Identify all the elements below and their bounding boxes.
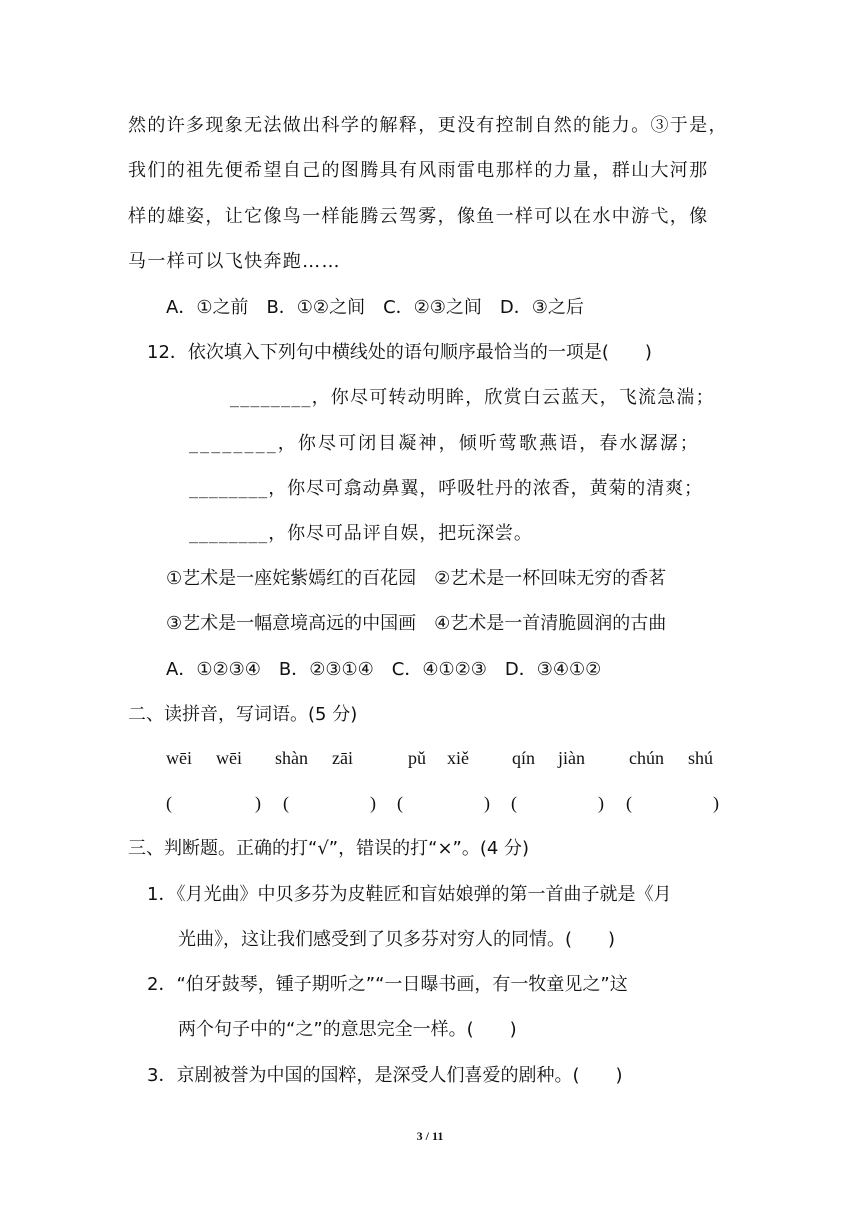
answer-blank-open[interactable]: (: [626, 793, 632, 813]
pinyin-syllable: xiě: [447, 748, 469, 768]
q12-choices-row-2: ③艺术是一幅意境高远的中国画 ④艺术是一首清脆圆润的古曲: [166, 613, 667, 634]
answer-blank-close[interactable]: ): [598, 793, 604, 813]
pinyin-syllable: shàn: [275, 748, 308, 768]
passage-line-4: 马一样可以飞快奔跑……: [128, 251, 341, 272]
section-3-title: 三、判断题。正确的打“√”，错误的打“×”。(4 分): [128, 838, 530, 859]
judge-question-1-line-2: 光曲》，这让我们感受到了贝多芬对穷人的同情。( ): [178, 929, 616, 950]
pinyin-syllable: wēi: [166, 748, 192, 768]
section-2-title: 二、读拼音，写词语。(5 分): [128, 704, 358, 725]
passage-line-1: 然的许多现象无法做出科学的解释，更没有控制自然的能力。③于是，: [128, 115, 728, 136]
q12-options: A．①②③④ B．②③①④ C．④①②③ D．③④①②: [166, 659, 602, 680]
answer-blank-close[interactable]: ): [713, 793, 719, 813]
pinyin-syllable: pǔ: [408, 748, 426, 768]
q12-sentence-4: ________，你尽可品评自娱，把玩深尝。: [189, 523, 533, 544]
answer-blank-close[interactable]: ): [484, 793, 490, 813]
answer-blanks-row: [166, 791, 726, 815]
q12-stem: 12．依次填入下列句中横线处的语句顺序最恰当的一项是( ): [147, 342, 652, 363]
q11-options: A．①之前 B．①②之间 C．②③之间 D．③之后: [166, 297, 584, 318]
judge-question-3: 3．京剧被誉为中国的国粹，是深受人们喜爱的剧种。( ): [147, 1065, 623, 1086]
page-number: 3 / 11: [416, 1129, 444, 1143]
pinyin-syllable: shú: [688, 748, 714, 768]
judge-question-2-line-2: 两个句子中的“之”的意思完全一样。( ): [178, 1019, 517, 1040]
judge-question-2-line-1: 2．“伯牙鼓琴，锺子期听之”“一日曝书画，有一牧童见之”这: [147, 974, 628, 995]
pinyin-syllable: zāi: [332, 748, 353, 768]
answer-blank-close[interactable]: ): [370, 793, 376, 813]
pinyin-syllable: qín: [512, 748, 536, 768]
pinyin-syllable: wēi: [216, 748, 242, 768]
answer-blank-open[interactable]: (: [511, 793, 517, 813]
passage-line-2: 我们的祖先便希望自己的图腾具有风雨雷电那样的力量，群山大河那: [128, 160, 709, 181]
q12-sentence-1: ________，你尽可转动明眸，欣赏白云蓝天，飞流急湍；: [230, 387, 715, 408]
passage-line-3: 样的雄姿，让它像鸟一样能腾云驾雾，像鱼一样可以在水中游弋，像: [128, 206, 709, 227]
answer-blank-close[interactable]: ): [255, 793, 261, 813]
answer-blank-open[interactable]: (: [166, 793, 172, 813]
answer-blank-open[interactable]: (: [397, 793, 403, 813]
q12-sentence-2: ________，你尽可闭目凝神，倾听莺歌燕语，春水潺潺；: [189, 433, 700, 454]
judge-question-1-line-1: 1．《月光曲》中贝多芬为皮鞋匠和盲姑娘弹的第一首曲子就是《月: [147, 884, 672, 905]
answer-blank-open[interactable]: (: [283, 793, 289, 813]
pinyin-syllable: chún: [629, 748, 664, 768]
pinyin-syllable: jiàn: [558, 748, 585, 768]
q12-choices-row-1: ①艺术是一座姹紫嫣红的百花园 ②艺术是一杯回味无穷的香茗: [166, 568, 667, 589]
q12-sentence-3: ________，你尽可翕动鼻翼，呼吸牡丹的浓香，黄菊的清爽；: [189, 478, 703, 499]
